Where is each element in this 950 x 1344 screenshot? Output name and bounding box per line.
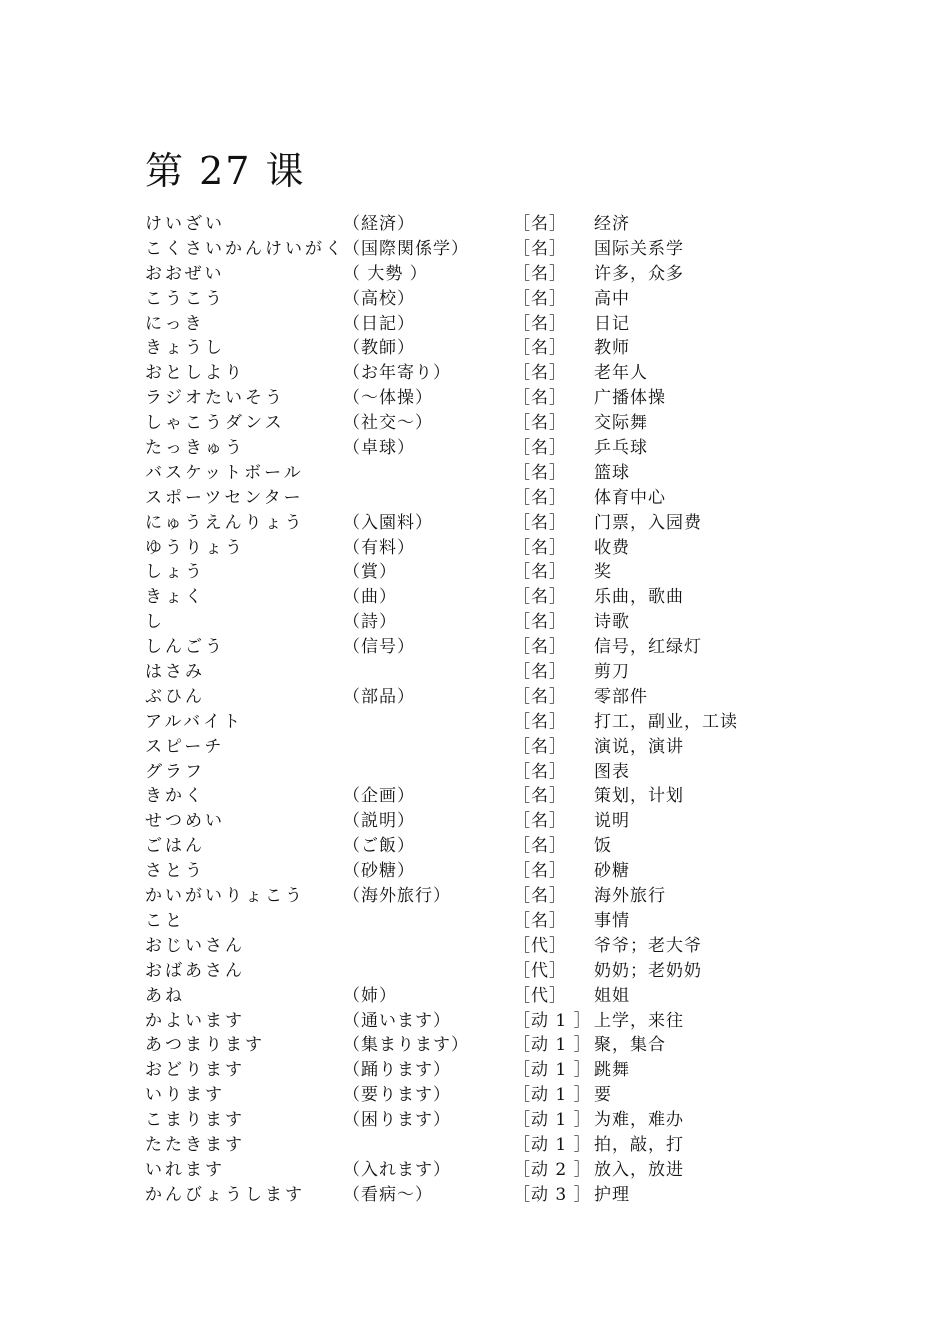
vocab-part-of-speech: ［动 1 ］ (513, 1035, 592, 1056)
vocab-kanji: （通います） (343, 1010, 451, 1031)
vocab-part-of-speech: ［名］ (513, 288, 567, 309)
vocab-part-of-speech: ［名］ (513, 462, 567, 483)
vocab-meaning: 广播体操 (594, 388, 666, 409)
vocab-row (145, 262, 845, 287)
vocab-kanji: （入園料） (343, 512, 433, 533)
vocab-meaning: 聚，集合 (594, 1035, 666, 1056)
vocab-reading: しょう (145, 562, 205, 583)
vocab-part-of-speech: ［名］ (513, 263, 567, 284)
vocab-row (145, 1058, 845, 1083)
vocab-kanji: （賞） (343, 562, 397, 583)
vocab-row (145, 287, 845, 312)
vocab-kanji: （国際関係学） (343, 238, 469, 259)
vocab-meaning: 零部件 (594, 686, 648, 707)
vocab-meaning: 诗歌 (594, 612, 630, 633)
vocab-reading: こまります (145, 1110, 245, 1131)
vocab-meaning: 国际关系学 (594, 238, 684, 259)
vocab-row (145, 635, 845, 660)
vocab-row (145, 1133, 845, 1158)
vocab-reading: ラジオたいそう (145, 388, 285, 409)
vocab-reading: たたきます (145, 1134, 245, 1155)
vocab-row (145, 884, 845, 909)
vocab-part-of-speech: ［名］ (513, 662, 567, 683)
vocab-meaning: 门票，入园费 (594, 512, 702, 533)
vocab-meaning: 饭 (594, 836, 612, 857)
vocab-reading: こと (145, 910, 185, 931)
vocab-part-of-speech: ［代］ (513, 935, 567, 956)
vocab-kanji: （お年寄り） (343, 363, 451, 384)
vocab-part-of-speech: ［名］ (513, 811, 567, 832)
vocab-reading: こうこう (145, 288, 225, 309)
vocab-meaning: 高中 (594, 288, 630, 309)
vocab-reading: しんごう (145, 637, 225, 658)
vocab-part-of-speech: ［名］ (513, 338, 567, 359)
vocab-meaning: 说明 (594, 811, 630, 832)
vocab-part-of-speech: ［名］ (513, 238, 567, 259)
vocab-row (145, 1009, 845, 1034)
vocab-part-of-speech: ［名］ (513, 363, 567, 384)
vocab-kanji: （入れます） (343, 1159, 451, 1180)
vocab-row (145, 834, 845, 859)
vocab-reading: おばあさん (145, 960, 245, 981)
vocab-meaning: 体育中心 (594, 487, 666, 508)
vocab-part-of-speech: ［名］ (513, 637, 567, 658)
vocab-row (145, 934, 845, 959)
vocab-kanji: （困ります） (343, 1110, 451, 1131)
vocab-row (145, 1183, 845, 1208)
vocab-meaning: 图表 (594, 761, 630, 782)
vocab-reading: きょく (145, 587, 205, 608)
vocab-part-of-speech: ［名］ (513, 861, 567, 882)
vocab-meaning: 日记 (594, 313, 630, 334)
vocab-row (145, 486, 845, 511)
vocab-row (145, 237, 845, 262)
vocab-meaning: 拍，敲，打 (594, 1134, 684, 1155)
vocab-row (145, 984, 845, 1009)
vocab-row (145, 436, 845, 461)
vocab-kanji: （企画） (343, 786, 415, 807)
vocab-row (145, 859, 845, 884)
vocab-meaning: 护理 (594, 1184, 630, 1205)
vocab-part-of-speech: ［动 2 ］ (513, 1159, 592, 1180)
vocab-part-of-speech: ［动 1 ］ (513, 1010, 592, 1031)
vocab-reading: ぶひん (145, 686, 205, 707)
vocab-part-of-speech: ［名］ (513, 438, 567, 459)
vocab-part-of-speech: ［名］ (513, 537, 567, 558)
vocab-kanji: （信号） (343, 637, 415, 658)
vocab-kanji: （高校） (343, 288, 415, 309)
vocab-row (145, 536, 845, 561)
vocab-reading: あね (145, 985, 185, 1006)
vocab-part-of-speech: ［动 3 ］ (513, 1184, 592, 1205)
vocab-reading: しゃこうダンス (145, 413, 285, 434)
vocab-part-of-speech: ［动 1 ］ (513, 1134, 592, 1155)
vocab-part-of-speech: ［名］ (513, 487, 567, 508)
vocab-reading: ごはん (145, 836, 205, 857)
vocab-reading: いります (145, 1085, 225, 1106)
vocab-reading: スピーチ (145, 736, 225, 757)
vocab-kanji: （姉） (343, 985, 397, 1006)
vocab-kanji: （社交～） (343, 413, 433, 434)
page-title: 第 27 课 (145, 149, 306, 193)
vocab-row (145, 212, 845, 237)
vocab-meaning: 交际舞 (594, 413, 648, 434)
vocab-part-of-speech: ［名］ (513, 886, 567, 907)
vocab-meaning: 奖 (594, 562, 612, 583)
vocab-meaning: 姐姐 (594, 985, 630, 1006)
vocab-reading: おじいさん (145, 935, 245, 956)
vocab-reading: おとしより (145, 363, 245, 384)
vocab-reading: かんびょうします (145, 1184, 305, 1205)
vocab-kanji: （有料） (343, 537, 415, 558)
vocab-part-of-speech: ［名］ (513, 562, 567, 583)
vocab-reading: にっき (145, 313, 205, 334)
vocab-part-of-speech: ［动 1 ］ (513, 1085, 592, 1106)
vocab-reading: かいがいりょこう (145, 886, 305, 907)
vocab-meaning: 跳舞 (594, 1060, 630, 1081)
vocab-meaning: 爷爷；老大爷 (594, 935, 702, 956)
vocab-row (145, 809, 845, 834)
vocab-meaning: 乒乓球 (594, 438, 648, 459)
vocab-reading: アルバイト (145, 711, 244, 732)
vocab-meaning: 剪刀 (594, 662, 630, 683)
vocab-part-of-speech: ［名］ (513, 910, 567, 931)
vocab-part-of-speech: ［名］ (513, 612, 567, 633)
vocab-row (145, 784, 845, 809)
vocab-kanji: （曲） (343, 587, 397, 608)
vocab-kanji: （踊ります） (343, 1060, 451, 1081)
vocab-meaning: 奶奶；老奶奶 (594, 960, 702, 981)
vocab-meaning: 经济 (594, 214, 630, 234)
vocab-reading: こくさいかんけいがく (145, 238, 345, 259)
vocab-reading: おどります (145, 1060, 245, 1081)
vocab-kanji: （詩） (343, 612, 397, 633)
vocab-row (145, 336, 845, 361)
vocab-meaning: 为难，难办 (594, 1110, 684, 1131)
vocab-part-of-speech: ［代］ (513, 985, 567, 1006)
vocab-reading: スポーツセンター (145, 487, 304, 508)
vocab-row (145, 386, 845, 411)
vocab-row (145, 959, 845, 984)
vocab-row (145, 461, 845, 486)
vocab-meaning: 放入，放进 (594, 1159, 684, 1180)
vocab-kanji: （海外旅行） (343, 886, 451, 907)
vocab-kanji: （ 大勢 ） (343, 263, 428, 284)
vocab-meaning: 许多，众多 (594, 263, 684, 284)
vocab-reading: きょうし (145, 338, 225, 359)
vocab-reading: せつめい (145, 811, 225, 832)
vocab-kanji: （～体操） (343, 388, 433, 409)
vocab-reading: いれます (145, 1159, 225, 1180)
vocab-part-of-speech: ［名］ (513, 214, 567, 234)
vocab-row (145, 735, 845, 760)
vocab-reading: おおぜい (145, 263, 225, 284)
vocab-reading: はさみ (145, 662, 205, 683)
vocab-row (145, 361, 845, 386)
vocab-part-of-speech: ［名］ (513, 761, 567, 782)
vocab-part-of-speech: ［名］ (513, 736, 567, 757)
vocab-meaning: 砂糖 (594, 861, 630, 882)
vocab-row (145, 411, 845, 436)
vocab-reading: バスケットボール (145, 462, 304, 483)
vocab-row (145, 1083, 845, 1108)
vocab-meaning: 事情 (594, 910, 630, 931)
vocab-kanji: （部品） (343, 686, 415, 707)
vocab-row (145, 660, 845, 685)
vocab-reading: けいざい (145, 214, 225, 234)
vocab-reading: きかく (145, 786, 205, 807)
vocab-kanji: （教師） (343, 338, 415, 359)
vocab-list (145, 212, 845, 1208)
vocab-meaning: 上学，来往 (594, 1010, 684, 1031)
vocab-meaning: 老年人 (594, 363, 648, 384)
vocab-meaning: 篮球 (594, 462, 630, 483)
vocab-reading: グラフ (145, 761, 205, 782)
vocab-meaning: 打工，副业，工读 (594, 711, 738, 732)
vocab-part-of-speech: ［名］ (513, 388, 567, 409)
vocab-row (145, 1033, 845, 1058)
vocab-kanji: （要ります） (343, 1085, 451, 1106)
vocab-meaning: 海外旅行 (594, 886, 666, 907)
vocab-kanji: （集まります） (343, 1035, 469, 1056)
vocab-row (145, 710, 845, 735)
vocab-part-of-speech: ［名］ (513, 836, 567, 857)
vocab-row (145, 1158, 845, 1183)
vocab-row (145, 312, 845, 337)
vocab-row (145, 560, 845, 585)
vocab-part-of-speech: ［动 1 ］ (513, 1110, 592, 1131)
vocab-reading: あつまります (145, 1035, 265, 1056)
vocab-row (145, 685, 845, 710)
vocab-part-of-speech: ［代］ (513, 960, 567, 981)
vocab-kanji: （ご飯） (343, 836, 415, 857)
vocab-kanji: （説明） (343, 811, 415, 832)
vocab-part-of-speech: ［名］ (513, 786, 567, 807)
vocab-kanji: （卓球） (343, 438, 415, 459)
vocab-row (145, 610, 845, 635)
vocab-part-of-speech: ［名］ (513, 512, 567, 533)
vocab-meaning: 演说，演讲 (594, 736, 684, 757)
vocab-meaning: 收费 (594, 537, 630, 558)
vocab-meaning: 信号，红绿灯 (594, 637, 702, 658)
vocab-reading: ゆうりょう (145, 537, 245, 558)
vocab-part-of-speech: ［名］ (513, 413, 567, 434)
vocab-part-of-speech: ［名］ (513, 313, 567, 334)
vocab-reading: さとう (145, 861, 205, 882)
vocab-row (145, 1108, 845, 1133)
vocab-kanji: （看病～） (343, 1184, 433, 1205)
vocab-row (145, 511, 845, 536)
vocab-reading: にゅうえんりょう (145, 512, 305, 533)
vocab-kanji: （経済） (343, 214, 415, 234)
vocab-part-of-speech: ［动 1 ］ (513, 1060, 592, 1081)
vocab-reading: かよいます (145, 1010, 245, 1031)
vocab-meaning: 策划，计划 (594, 786, 684, 807)
vocab-meaning: 要 (594, 1085, 612, 1106)
vocab-row (145, 909, 845, 934)
vocab-meaning: 乐曲，歌曲 (594, 587, 684, 608)
vocab-kanji: （日記） (343, 313, 415, 334)
vocab-part-of-speech: ［名］ (513, 587, 567, 608)
vocab-reading: し (145, 612, 165, 633)
vocab-part-of-speech: ［名］ (513, 686, 567, 707)
vocab-row (145, 585, 845, 610)
vocab-kanji: （砂糖） (343, 861, 415, 882)
vocab-meaning: 教师 (594, 338, 630, 359)
vocab-reading: たっきゅう (145, 438, 245, 459)
vocab-part-of-speech: ［名］ (513, 711, 567, 732)
vocab-row (145, 760, 845, 785)
